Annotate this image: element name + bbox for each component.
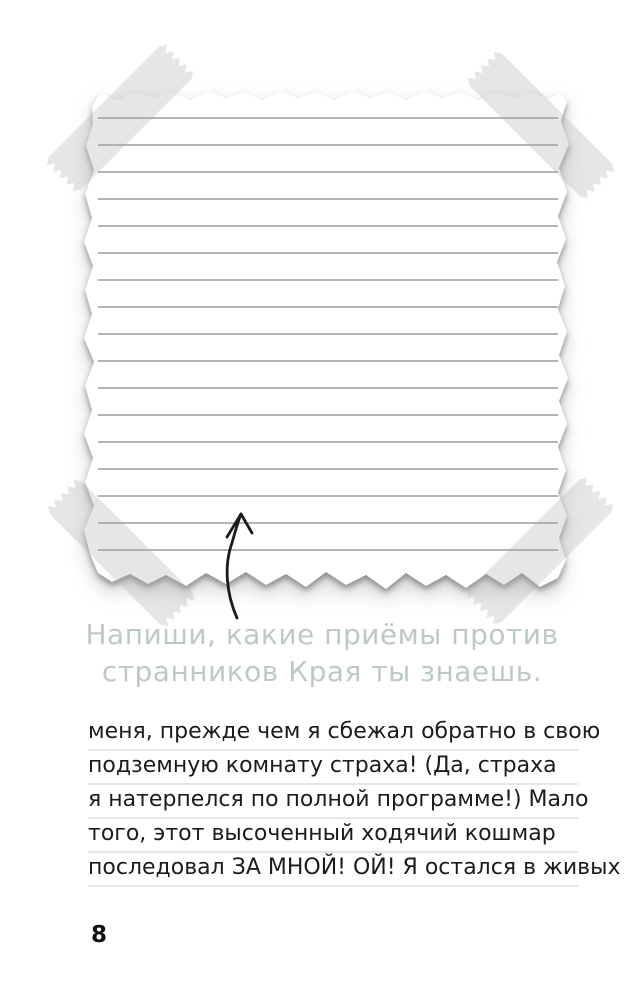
torn-paper — [70, 76, 575, 601]
diary-line: того, этот высоченный ходячий кошмар — [88, 819, 578, 853]
prompt-caption — [0, 616, 644, 690]
page-number: 8 — [91, 922, 108, 948]
prompt-caption-line-1: Напиши, какие приёмы против — [85, 618, 559, 651]
diary-line: последовал ЗА МНОЙ! ОЙ! Я остался в живых — [88, 853, 578, 887]
torn-paper-shape — [84, 91, 569, 589]
diary-line: меня, прежде чем я сбежал обратно в свою — [88, 717, 578, 751]
curved-arrow-up-icon — [208, 503, 272, 631]
prompt-caption-line-2: странников Края ты знаешь. — [101, 655, 543, 688]
diary-line: я натерпелся по полной программе!) Мало — [88, 785, 578, 819]
diary-text — [88, 717, 621, 887]
diary-line: подземную комнату страха! (Да, страха — [88, 751, 578, 785]
